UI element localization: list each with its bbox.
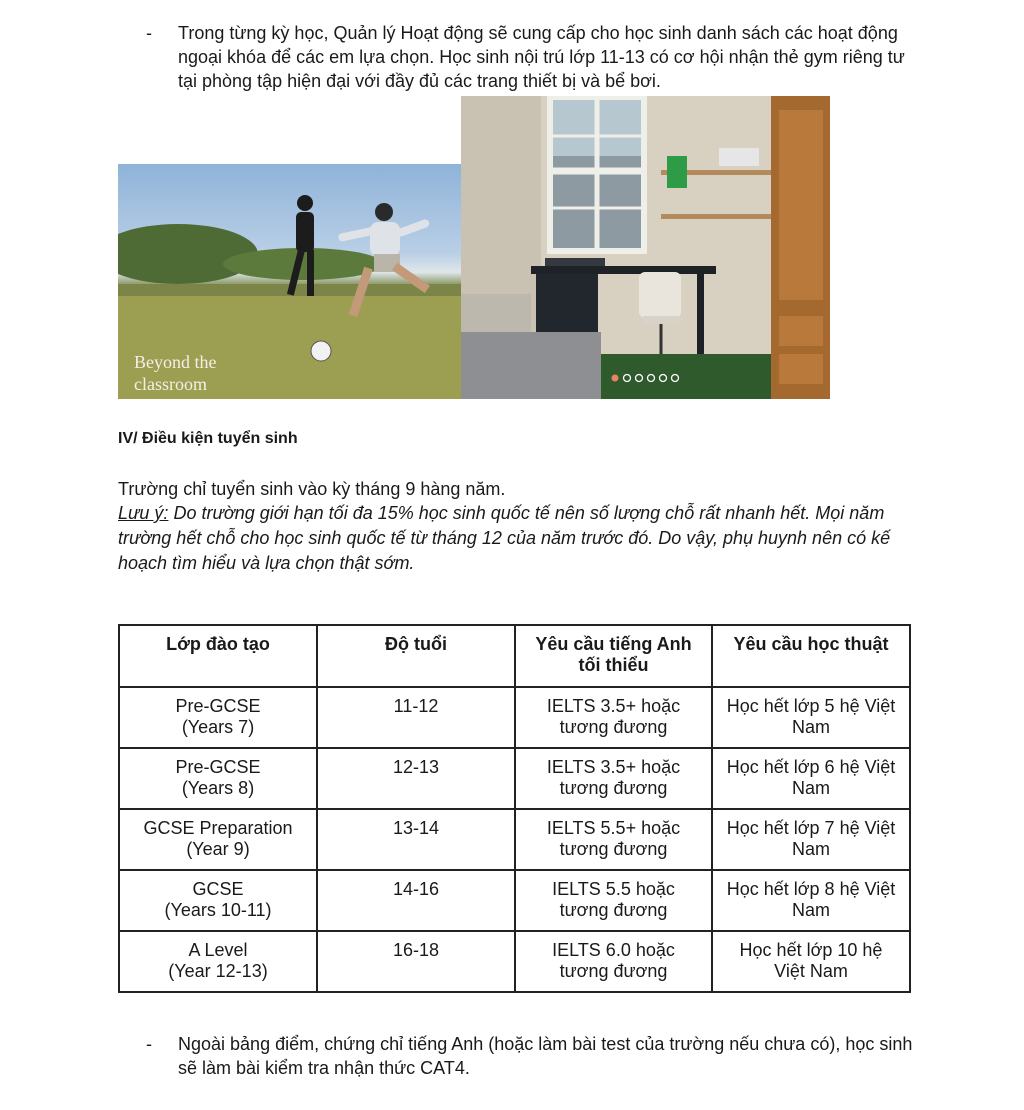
note-text: Do trường giới hạn tối đa 15% học sinh quốc tế nên số lượng chỗ rất nhanh hết. Mọi năm trường hết chỗ cho học sinh quốc tế từ tháng 12 của năm trước đó. Do vậy, phụ huynh nên có kế hoạch tìm hiểu và lựa chọn thật sớm. bbox=[118, 503, 891, 573]
photo-caption-line1: Beyond the bbox=[134, 352, 217, 372]
table-row bbox=[119, 870, 910, 931]
table-header-row bbox=[119, 625, 910, 687]
cell-class: A Level (Year 12-13) bbox=[119, 931, 317, 992]
note-paragraph bbox=[118, 501, 918, 576]
cell-english: IELTS 3.5+ hoặc tương đương bbox=[515, 687, 712, 748]
header-academic: Yêu cầu học thuật bbox=[712, 625, 910, 687]
photo-football bbox=[118, 164, 461, 399]
cell-academic: Học hết lớp 6 hệ Việt Nam bbox=[712, 748, 910, 809]
bullet-marker: - bbox=[146, 23, 152, 43]
cell-age: 16-18 bbox=[317, 931, 515, 992]
cell-academic: Học hết lớp 8 hệ Việt Nam bbox=[712, 870, 910, 931]
admission-requirements-table bbox=[118, 624, 911, 993]
cell-english: IELTS 5.5+ hoặc tương đương bbox=[515, 809, 712, 870]
table-row bbox=[119, 748, 910, 809]
cell-academic: Học hết lớp 5 hệ Việt Nam bbox=[712, 687, 910, 748]
carousel-dot-active[interactable] bbox=[612, 375, 619, 382]
footer-paragraph: Ngoài bảng điểm, chứng chỉ tiếng Anh (hoặc làm bài test của trường nếu chưa có), học sinh sẽ làm bài kiểm tra nhận thức CAT4. bbox=[178, 1034, 913, 1078]
table-row bbox=[119, 687, 910, 748]
dorm-scene bbox=[461, 96, 830, 399]
photo-caption-line2: classroom bbox=[134, 374, 207, 394]
intake-info: Trường chỉ tuyển sinh vào kỳ tháng 9 hàng năm. bbox=[118, 479, 506, 499]
note-label: Lưu ý: bbox=[118, 503, 169, 523]
cell-class: GCSE Preparation (Year 9) bbox=[119, 809, 317, 870]
bullet-marker: - bbox=[146, 1034, 152, 1054]
intro-paragraph: Trong từng kỳ học, Quản lý Hoạt động sẽ cung cấp cho học sinh danh sách các hoạt động ngoại khóa để các em lựa chọn. Học sinh nội trú lớp 11-13 có cơ hội nhận thẻ gym riêng tư tại phòng tập hiện đại với đầy đủ các trang thiết bị và bể bơi. bbox=[178, 23, 905, 91]
cell-academic: Học hết lớp 7 hệ Việt Nam bbox=[712, 809, 910, 870]
football-scene bbox=[118, 164, 461, 399]
cell-english: IELTS 5.5 hoặc tương đương bbox=[515, 870, 712, 931]
table-row bbox=[119, 931, 910, 992]
cell-age: 14-16 bbox=[317, 870, 515, 931]
cell-academic: Học hết lớp 10 hệ Việt Nam bbox=[712, 931, 910, 992]
cell-age: 12-13 bbox=[317, 748, 515, 809]
cell-age: 11-12 bbox=[317, 687, 515, 748]
photo-dorm-room bbox=[461, 96, 830, 399]
table-row bbox=[119, 809, 910, 870]
cell-class: Pre-GCSE (Years 8) bbox=[119, 748, 317, 809]
cell-class: GCSE (Years 10-11) bbox=[119, 870, 317, 931]
cell-age: 13-14 bbox=[317, 809, 515, 870]
cell-english: IELTS 3.5+ hoặc tương đương bbox=[515, 748, 712, 809]
cell-english: IELTS 6.0 hoặc tương đương bbox=[515, 931, 712, 992]
header-class: Lớp đào tạo bbox=[119, 625, 317, 687]
cell-class: Pre-GCSE (Years 7) bbox=[119, 687, 317, 748]
section-heading: IV/ Điều kiện tuyển sinh bbox=[118, 430, 298, 447]
header-english: Yêu cầu tiếng Anh tối thiểu bbox=[515, 625, 712, 687]
header-age: Độ tuổi bbox=[317, 625, 515, 687]
